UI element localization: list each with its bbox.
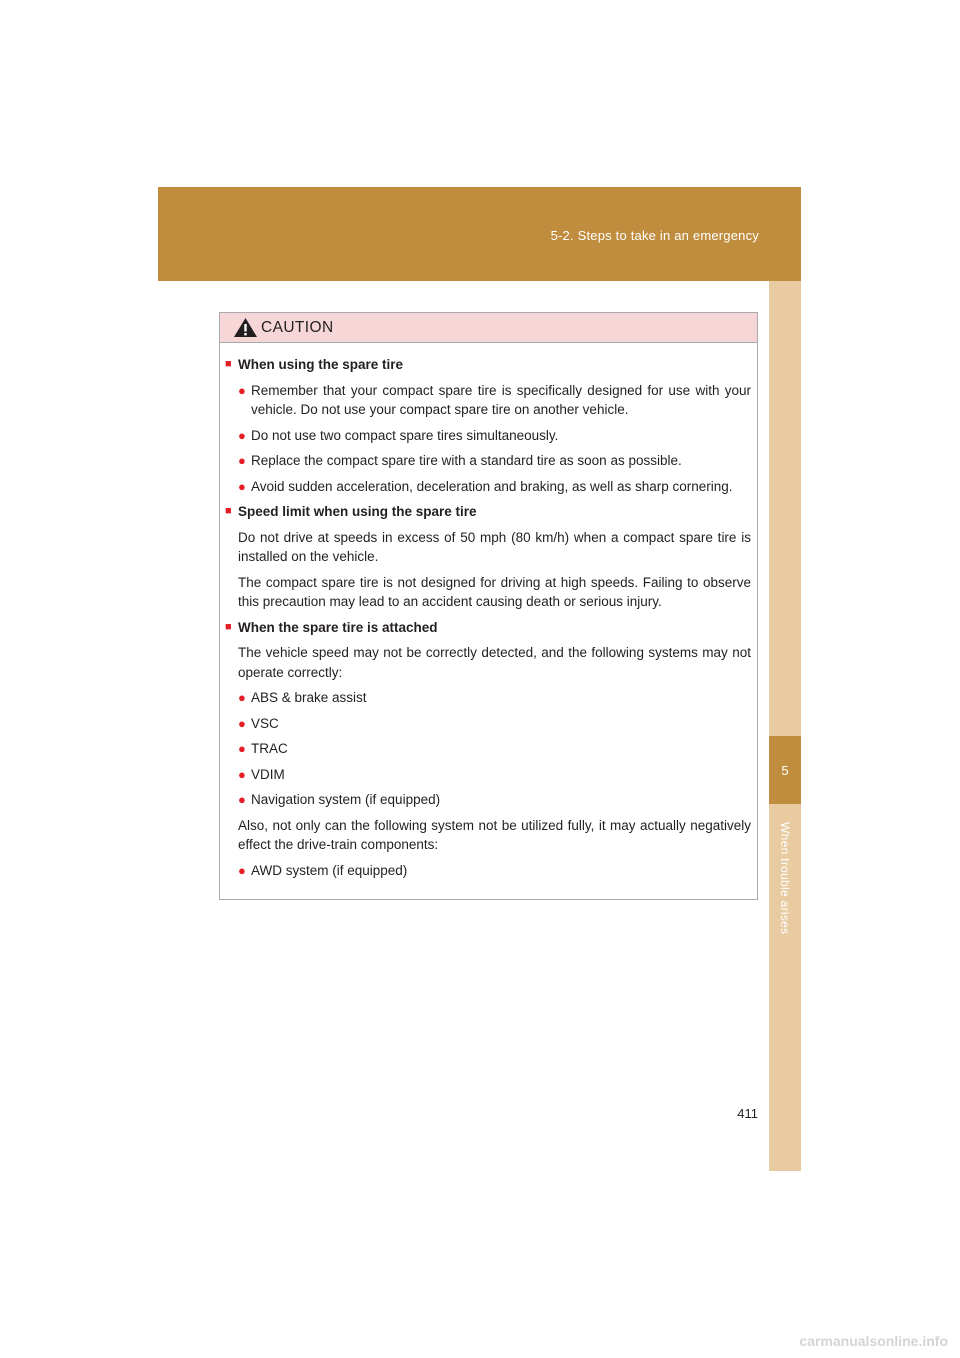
caution-title: CAUTION bbox=[261, 318, 334, 336]
bullet-text: Avoid sudden acceleration, deceleration and braking, as well as sharp cornering. bbox=[251, 478, 733, 494]
square-bullet-icon: ■ bbox=[225, 358, 232, 370]
bullet-text: Do not use two compact spare tires simultaneously. bbox=[251, 427, 559, 443]
caution-section-title bbox=[225, 355, 751, 375]
watermark: carmanualsonline.info bbox=[799, 1333, 948, 1349]
paragraph: Do not drive at speeds in excess of 50 mph (80 km/h) when a compact spare tire is installed on the vehicle. bbox=[238, 529, 751, 564]
round-bullet-icon: ● bbox=[238, 382, 246, 398]
chapter-label bbox=[769, 812, 801, 944]
paragraph: The vehicle speed may not be correctly detected, and the following systems may not operate correctly: bbox=[238, 645, 751, 680]
section-title-text: Speed limit when using the spare tire bbox=[238, 504, 477, 519]
caution-header bbox=[220, 313, 757, 343]
caution-body bbox=[220, 343, 757, 880]
section-title: 5-2. Steps to take in an emergency bbox=[550, 228, 759, 243]
bullet-text: Navigation system (if equipped) bbox=[251, 792, 441, 807]
caution-section-title bbox=[225, 618, 751, 638]
caution-box bbox=[219, 312, 758, 900]
bullet-item bbox=[238, 790, 751, 810]
round-bullet-icon: ● bbox=[238, 766, 246, 782]
paragraph: The compact spare tire is not designed for driving at high speeds. Failing to observe this precaution may lead to an accident causing death or serious injury. bbox=[238, 574, 751, 609]
page-number: 411 bbox=[737, 1106, 758, 1121]
section-title-text: When using the spare tire bbox=[238, 357, 404, 372]
square-bullet-icon: ■ bbox=[225, 620, 232, 633]
bullet-text: VDIM bbox=[251, 766, 285, 782]
bullet-text: Replace the compact spare tire with a standard tire as soon as possible. bbox=[251, 453, 682, 468]
bullet-text: Remember that your compact spare tire is specifically designed for use with your vehicle. Do not use your compact spare tire on another vehicle. bbox=[251, 382, 751, 417]
bullet-item bbox=[238, 381, 751, 420]
chapter-number: 5 bbox=[769, 736, 801, 804]
bullet-text: VSC bbox=[251, 715, 279, 731]
bullet-text: ABS & brake assist bbox=[251, 690, 367, 705]
warning-triangle-icon bbox=[233, 317, 258, 338]
bullet-item bbox=[238, 426, 751, 446]
bullet-text: TRAC bbox=[251, 741, 288, 756]
round-bullet-icon: ● bbox=[238, 715, 246, 731]
bullet-item bbox=[238, 477, 751, 497]
round-bullet-icon: ● bbox=[238, 427, 246, 443]
bullet-item bbox=[238, 688, 751, 708]
square-bullet-icon: ■ bbox=[225, 505, 232, 517]
bullet-item bbox=[238, 861, 751, 881]
chapter-label-text: When trouble arises bbox=[778, 821, 792, 935]
bullet-item bbox=[238, 714, 751, 734]
round-bullet-icon: ● bbox=[238, 862, 246, 878]
paragraph: Also, not only can the following system not be utilized fully, it may actually negatively effect the drive-train components: bbox=[238, 817, 751, 852]
round-bullet-icon: ● bbox=[238, 453, 246, 468]
chapter-side-tab bbox=[769, 281, 801, 1171]
round-bullet-icon: ● bbox=[238, 690, 246, 705]
round-bullet-icon: ● bbox=[238, 741, 246, 756]
round-bullet-icon: ● bbox=[238, 478, 246, 494]
round-bullet-icon: ● bbox=[238, 792, 246, 807]
caution-section-title bbox=[225, 502, 751, 522]
bullet-item bbox=[238, 451, 751, 471]
bullet-item bbox=[238, 765, 751, 785]
bullet-text: AWD system (if equipped) bbox=[251, 862, 408, 878]
header-band bbox=[158, 187, 801, 281]
section-title-text: When the spare tire is attached bbox=[238, 619, 438, 635]
bullet-item bbox=[238, 739, 751, 759]
